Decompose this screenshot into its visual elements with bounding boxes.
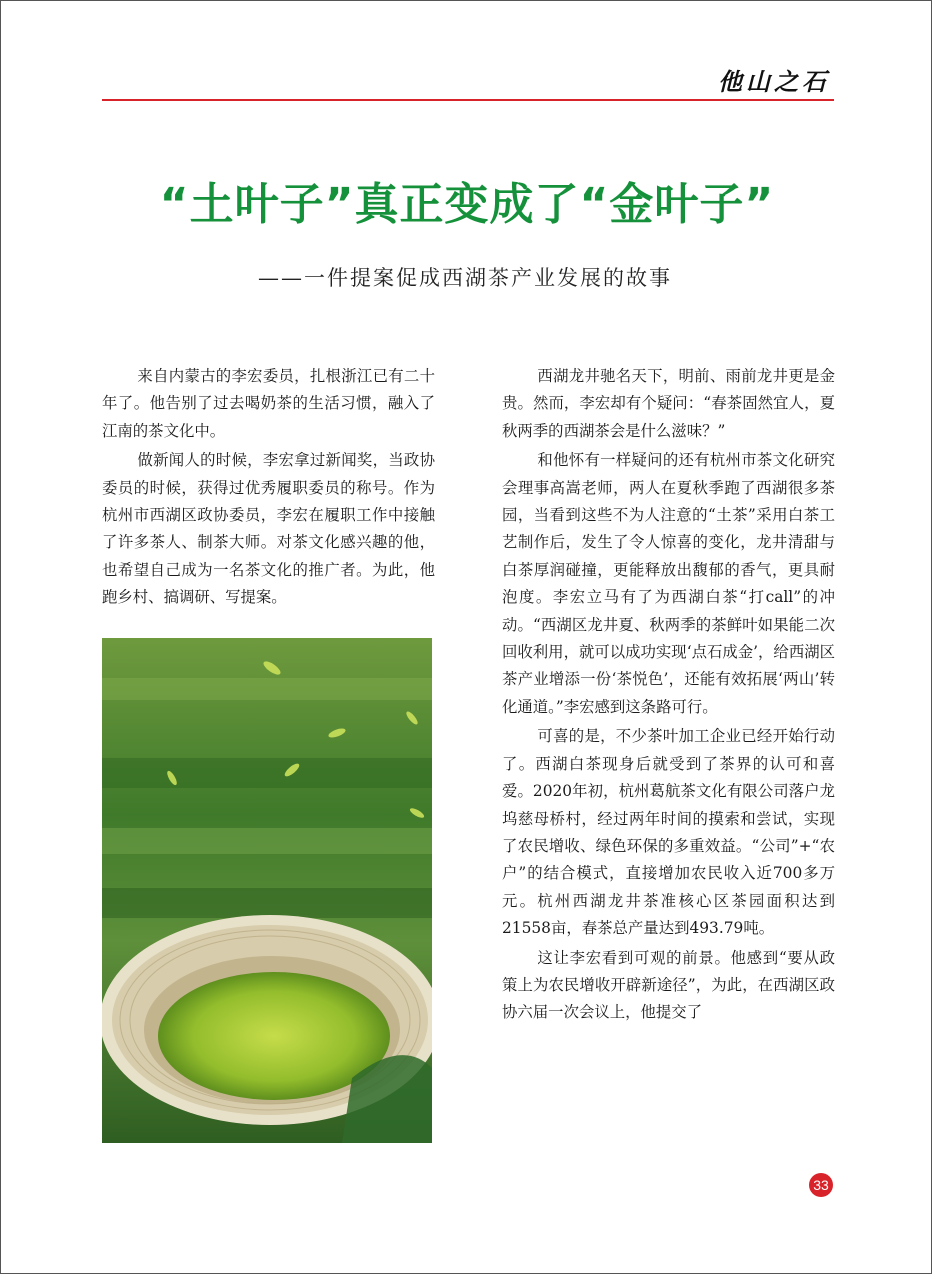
paragraph: 来自内蒙古的李宏委员，扎根浙江已有二十年了。他告别了过去喝奶茶的生活习惯，融入了江南的茶文化中。	[102, 367, 435, 440]
paragraph: 和他怀有一样疑问的还有杭州市茶文化研究会理事高嵩老师，两人在夏秋季跑了西湖很多茶园，当看到这些不为人注意的“土茶”采用白茶工艺制作后，发生了令人惊喜的变化，龙井清甜与白茶厚润碰撞，更能释放出馥郁的香气，更具耐泡度。李宏立马有了为西湖白茶“打call”的冲动。“西湖区龙井夏、秋两季的茶鲜叶如果能二次回收利用，就可以成功实现‘点石成金’，给西湖区茶产业增添一份‘茶悦色’，还能有效拓展‘两山’转化通道。”李宏感到这条路可行。	[502, 451, 835, 716]
header-rule	[102, 99, 834, 101]
paragraph: 做新闻人的时候，李宏拿过新闻奖，当政协委员的时候，获得过优秀履职委员的称号。作为杭州市西湖区政协委员，李宏在履职工作中接触了许多茶人、制茶大师。对茶文化感兴趣的他，也希望自己成为一名茶文化的推广者。为此，他跑乡村、搞调研、写提案。	[102, 451, 435, 607]
paragraph: 西湖龙井驰名天下，明前、雨前龙井更是金贵。然而，李宏却有个疑问：“春茶固然宜人，夏秋两季的西湖茶会是什么滋味？”	[502, 367, 835, 440]
right-column	[502, 363, 835, 1029]
section-header: 他山之石	[718, 67, 830, 96]
tea-leaves-photo	[102, 638, 432, 1143]
article-subtitle: ——一件提案促成西湖茶产业发展的故事	[258, 266, 672, 290]
article-title: “土叶子”真正变成了“金叶子”	[159, 179, 775, 230]
paragraph: 可喜的是，不少茶叶加工企业已经开始行动了。西湖白茶现身后就受到了茶界的认可和喜爱。2020年初，杭州葛航茶文化有限公司落户龙坞慈母桥村，经过两年时间的摸索和尝试，实现了农民增收、绿色环保的多重效益。“公司”+“农户”的结合模式，直接增加农民收入近700多万元。杭州西湖龙井茶准核心区茶园面积达到21558亩，春茶总产量达到493.79吨。	[502, 727, 835, 938]
page-number: 33	[809, 1173, 833, 1197]
tea-basket-illustration	[102, 638, 432, 1143]
paragraph: 这让李宏看到可观的前景。他感到“要从政策上为农民增收开辟新途径”，为此，在西湖区政协六届一次会议上，他提交了	[502, 948, 835, 1022]
left-column	[102, 363, 435, 614]
